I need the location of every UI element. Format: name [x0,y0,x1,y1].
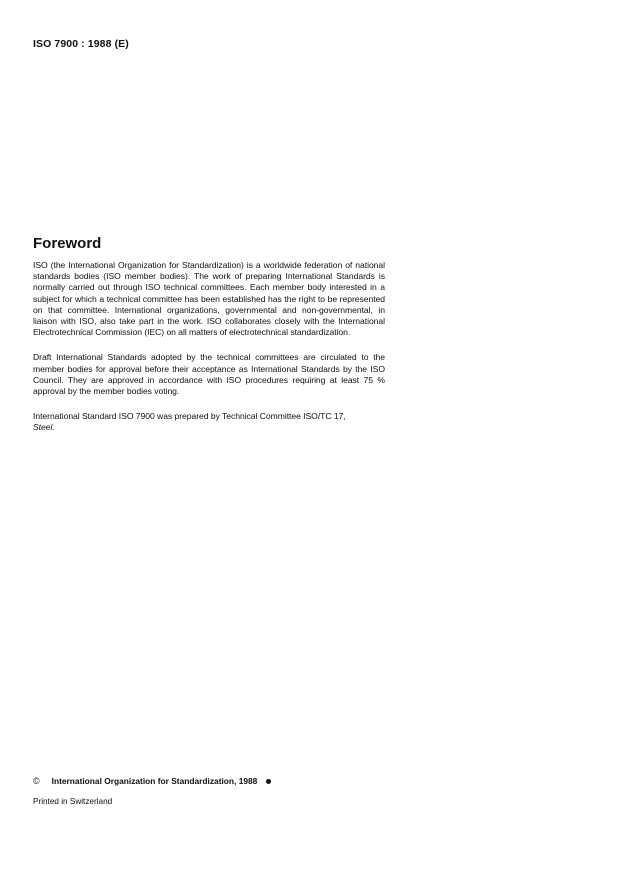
foreword-title: Foreword [33,235,102,252]
tc-name: Steel. [33,422,55,433]
copyright-line [33,776,271,786]
tc-sentence: International Standard ISO 7900 was prepared by Technical Committee ISO/TC 17, [33,411,346,422]
copyright-icon: © [33,776,40,786]
bullet-icon [266,779,271,784]
document-id: ISO 7900 : 1988 (E) [33,38,129,50]
paragraph-iso-federation: ISO (the International Organization for Standardization) is a worldwide federation of national standards bodies (ISO member bodies). The work of preparing International Standards is normally carried out through ISO technical committees. Each member body interested in a subject for which a technical committee has been established has the right to be represented on that committee. International organizations, governmental and non-governmental, in liaison with ISO, also take part in the work. ISO collaborates closely with the International Electrotechnical Commission (IEC) on all matters of electrotechnical standardization. [33,260,385,338]
printed-in: Printed in Switzerland [33,797,113,806]
foreword-section [33,235,385,448]
paragraph-draft-standards: Draft International Standards adopted by the technical committees are circulated to the member bodies for approval before their acceptance as International Standards by the ISO Council. They are approved in accordance with ISO procedures requiring at least 75 % approval by the member bodies voting. [33,352,385,397]
paragraph-technical-committee [33,411,385,433]
copyright-org: International Organization for Standardization, 1988 [51,776,258,786]
